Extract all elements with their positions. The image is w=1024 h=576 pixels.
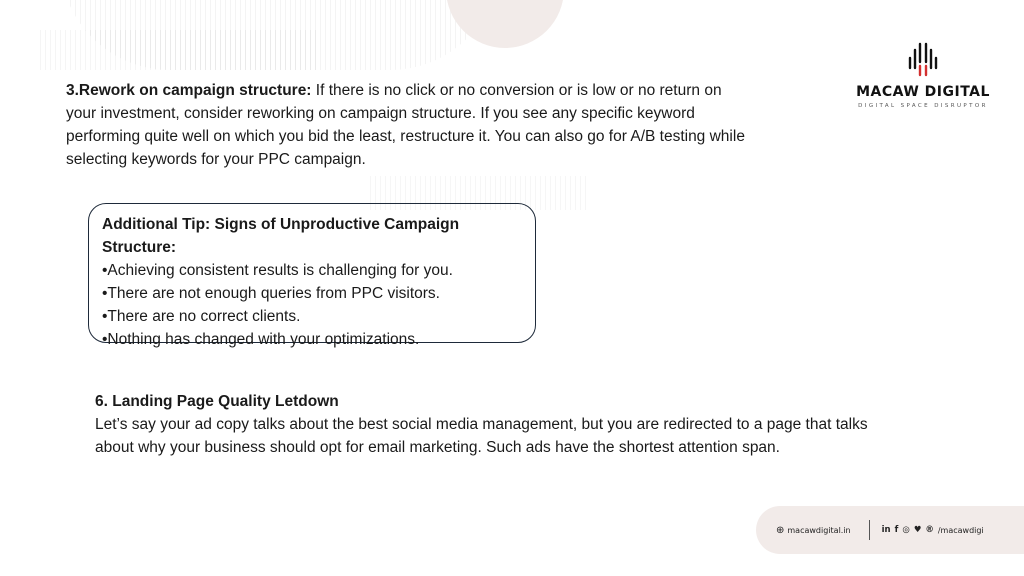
intro-body: If there is no click or no conversion or is low or no return on your investment, consider reworking on campaign structure. If you see any specific keyword performing quite well on which you bid the least, restructure it. You can also go for A/B testing while selecting keywords for your PPC campaign. [66,82,745,168]
decor-stripes-secondary [40,30,320,70]
tip-item: •Achieving consistent results is challenging for you. [102,262,453,279]
facebook-icon[interactable]: f [894,525,899,535]
brand-name: MACAW DIGITAL [856,84,990,100]
intro-paragraph [66,79,756,171]
tip-item: •Nothing has changed with your optimizations. [102,331,420,348]
tip-item: •There are no correct clients. [102,308,301,325]
brand-tagline: DIGITAL SPACE DISRUPTOR [858,103,988,109]
intro-heading: 3.Rework on campaign structure: [66,82,312,99]
landing-page-section [95,390,875,459]
macaw-logo-icon [905,38,941,78]
tip-item: •There are not enough queries from PPC visitors. [102,285,440,302]
section-title: 6. Landing Page Quality Letdown [95,393,339,410]
website-text: macawdigital.in [787,525,851,535]
footer-divider [869,520,870,540]
brand-logo [848,38,998,109]
social-links[interactable] [882,525,984,535]
website-link[interactable] [776,525,851,536]
instagram-icon[interactable]: ◎ [902,525,910,535]
linkedin-icon[interactable]: in [881,525,891,535]
globe-icon: ⊕ [776,524,785,536]
footer-bar [756,506,1024,554]
tip-box [88,203,536,348]
tip-title: Additional Tip: Signs of Unproductive Campaign Structure: [102,216,460,256]
section-body: Let’s say your ad copy talks about the best social media management, but you are redirected to a page that talks about why your business should opt for email marketing. Such ads have the shortest attention span. [95,416,868,456]
pinterest-icon[interactable]: ® [925,525,934,535]
twitter-icon[interactable]: ♥ [913,525,922,535]
social-handle: /macawdigi [937,525,984,535]
